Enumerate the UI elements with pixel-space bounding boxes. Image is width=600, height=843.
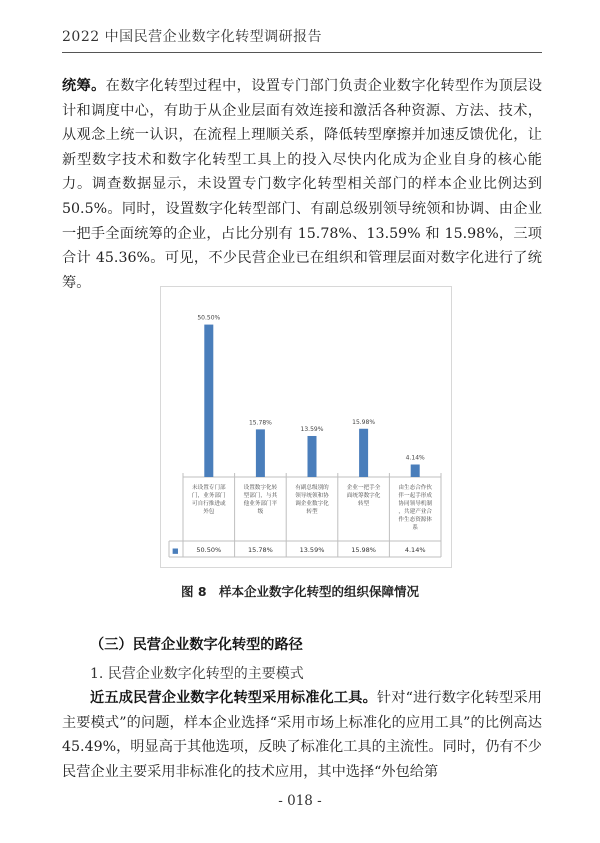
bar-chart (161, 287, 451, 567)
paragraph-organization (62, 74, 542, 295)
category-label: 设置数字化转型部门，与其他业务部门平级 (243, 485, 278, 515)
legend-marker: ■ (172, 547, 179, 555)
bar (411, 465, 420, 477)
category-label: 未设置专门部门，业务部门可自行推进或外包 (192, 485, 226, 515)
table-value: 15.78% (248, 546, 273, 554)
paragraph-lead: 近五成民营企业数字化转型采用标准化工具。 (90, 690, 377, 706)
paragraph-text: 针对“进行数字化转型采用主要模式”的问题，样本企业选择“采用市场上标准化的应用工具”的比例高达 45.49%，明显高于其他选项，反映了标准化工具的主流性。同时，仍有不少民营企业主要采用非标准化的技术应用，其中选择“外包给第 (62, 690, 542, 780)
data-label: 4.14% (405, 454, 425, 462)
paragraph-lead: 统筹。 (62, 78, 106, 94)
data-label: 15.78% (248, 419, 272, 427)
header-rule (62, 52, 542, 53)
data-label: 15.98% (352, 418, 376, 426)
bar (256, 429, 265, 477)
paragraph-text: 在数字化转型过程中，设置专门部门负责企业数字化转型作为顶层设计和调度中心，有助于从企业层面有效连接和激活各种资源、方法、技术，从观念上统一认识，在流程上理顺关系，降低转型摩擦并加速反馈优化，让新型数字技术和数字化转型工具上的投入尽快内化成为企业自身的核心能力。调查数据显示，未设置专门数字化转型相关部门的样本企业比例达到 50.5%。同时，设置数字化转型部门、有副总级别领导统领和协调、由企业一把手全面统筹的企业，占比分别有 15.78%、13.59% 和 15.98%，三项合计 45.36%。可见，不少民营企业已在组织和管理层面对数字化进行了统筹。 (62, 78, 542, 291)
bar (204, 325, 213, 477)
section-heading: （三）民营企业数字化转型的路径 (90, 637, 303, 653)
category-label: 有副总级别的领导统领和协调企业数字化转型 (295, 485, 329, 515)
chart-figure (160, 286, 452, 568)
paragraph-modes (62, 686, 542, 784)
figure-caption: 图 8 样本企业数字化转型的组织保障情况 (180, 584, 420, 599)
data-label: 50.50% (197, 314, 221, 322)
running-header: 2022 中国民营企业数字化转型调研报告 (62, 29, 323, 45)
table-value: 50.50% (196, 546, 222, 554)
category-label: 由生态合作伙伴一起手形成协同领导机制，共建产业合作生态资源体系 (398, 485, 432, 531)
bar (308, 436, 317, 477)
table-value: 13.59% (299, 546, 325, 554)
data-label: 13.59% (300, 425, 324, 433)
sub-heading: 1. 民营企业数字化转型的主要模式 (90, 666, 304, 682)
page-number: - 018 - (278, 793, 322, 809)
table-value: 15.98% (351, 546, 376, 554)
table-value: 4.14% (404, 546, 426, 554)
bar (359, 429, 368, 477)
category-label: 企业一把手全面统筹数字化转型 (346, 485, 381, 507)
